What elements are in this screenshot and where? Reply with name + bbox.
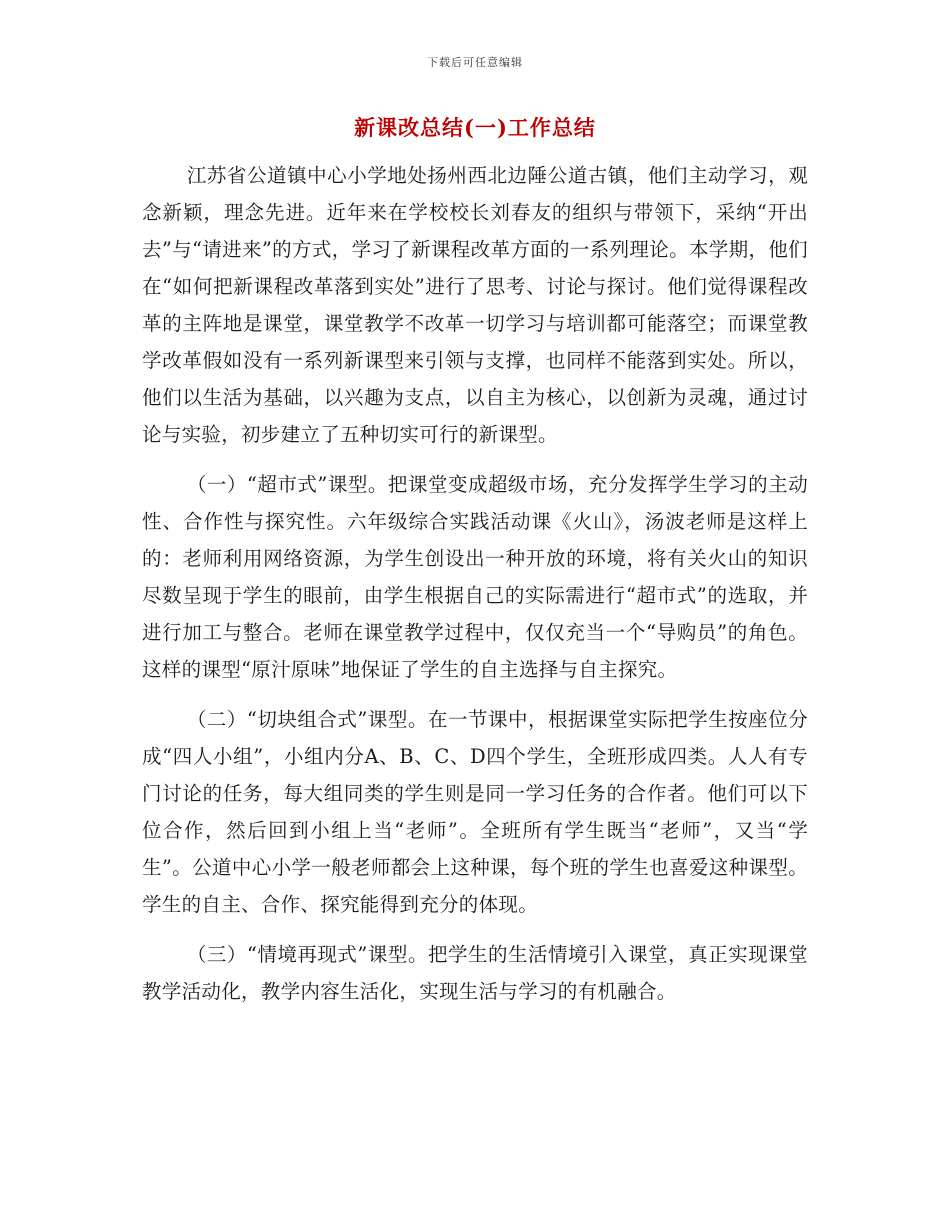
paragraph-block-combination-type: （二）“切块组合式”课型。在一节课中，根据课堂实际把学生按座位分成“四人小组”，小组内分A、B、C、D四个学生，全班形成四类。人人有专门讨论的任务，每大组同类的学生则是同一学习任务的合作者。他们可以下位合作，然后回到小组上当“老师”。全班所有学生既当“老师”，又当“学生”。公道中心小学一般老师都会上这种课，每个班的学生也喜爱这种课型。学生的自主、合作、探究能得到充分的体现。 [142, 708, 808, 916]
document-body [142, 157, 808, 1023]
paragraph-intro: 江苏省公道镇中心小学地处扬州西北边陲公道古镇，他们主动学习，观念新颖，理念先进。近年来在学校校长刘春友的组织与带领下，采纳“开出去”与“请进来”的方式，学习了新课程改革方面的一系列理论。本学期，他们在“如何把新课程改革落到实处”进行了思考、讨论与探讨。他们觉得课程改革的主阵地是课堂，课堂教学不改革一切学习与培训都可能落空；而课堂教学改革假如没有一系列新课型来引领与支撑，也同样不能落到实处。所以，他们以生活为基础，以兴趣为支点，以自主为核心，以创新为灵魂，通过讨论与实验，初步建立了五种切实可行的新课型。 [142, 164, 808, 446]
page-header-note: 下载后可任意编辑 [427, 56, 523, 69]
paragraph-supermarket-type: （一）“超市式”课型。把课堂变成超级市场，充分发挥学生学习的主动性、合作性与探究性。六年级综合实践活动课《火山》，汤波老师是这样上的：老师利用网络资源，为学生创设出一种开放的环境，将有关火山的知识尽数呈现于学生的眼前，由学生根据自己的实际需进行“超市式”的选取，并进行加工与整合。老师在课堂教学过程中，仅仅充当一个“导购员”的角色。这样的课型“原汁原味”地保证了学生的自主选择与自主探究。 [142, 473, 808, 681]
paragraph-situation-reproduction-type: （三）“情境再现式”课型。把学生的生活情境引入课堂，真正实现课堂教学活动化，教学内容生活化，实现生活与学习的有机融合。 [142, 943, 808, 1003]
document-title: 新课改总结(一)工作总结 [354, 115, 596, 140]
